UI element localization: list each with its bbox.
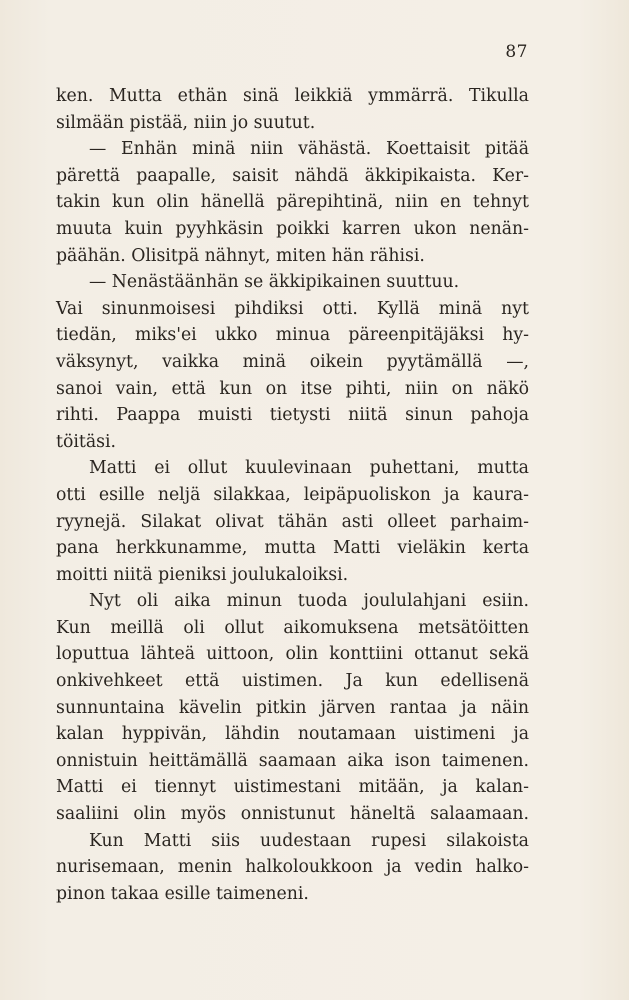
- text-line: Kun Matti siis uudestaan rupesi silakoista: [89, 830, 529, 851]
- text-line: kalan hyppivän, lähdin noutamaan uistimeni ja: [56, 724, 529, 745]
- text-line: sanoi vain, että kun on itse pihti, niin on näkö: [56, 378, 529, 399]
- text-line: muuta kuin pyyhkäsin poikki karren ukon nenän-: [56, 218, 529, 239]
- text-line: onnistuin heittämällä saamaan aika ison taimenen.: [56, 750, 529, 771]
- text-line: moitti niitä pieniksi joulukaloiksi.: [56, 564, 349, 585]
- text-line: otti esille neljä silakkaa, leipäpuoliskon ja kaura-: [56, 484, 529, 505]
- text-line: Vai sinunmoisesi pihdiksi otti. Kyllä minä nyt: [56, 298, 529, 319]
- text-line: Matti ei tiennyt uistimestani mitään, ja kalan-: [56, 777, 529, 798]
- text-line: rihti. Paappa muisti tietysti niitä sinun pahoja: [56, 405, 529, 426]
- text-line: väksynyt, vaikka minä oikein pyytämällä —,: [56, 351, 529, 372]
- text-line: Kun meillä oli ollut aikomuksena metsätöitten: [56, 617, 529, 638]
- text-line: — Enhän minä niin vähästä. Koettaisit pitää: [89, 139, 529, 160]
- text-line: Matti ei ollut kuulevinaan puhettani, mutta: [89, 458, 529, 479]
- text-line: takin kun olin hänellä pärepihtinä, niin en tehnyt: [56, 192, 529, 213]
- text-line: saaliini olin myös onnistunut häneltä salaamaan.: [56, 804, 529, 825]
- text-line: Nyt oli aika minun tuoda joululahjani esiin.: [89, 591, 529, 612]
- text-line: ken. Mutta ethän sinä leikkiä ymmärrä. Tikulla: [56, 86, 529, 106]
- page-number: 87: [505, 42, 528, 62]
- text-line: silmään pistää, niin jo suutut.: [56, 112, 316, 133]
- text-line: — Nenästäänhän se äkkipikainen suuttuu.: [89, 272, 460, 293]
- text-line: töitäsi.: [56, 431, 117, 452]
- text-line: nurisemaan, menin halkoloukkoon ja vedin halko-: [56, 857, 529, 878]
- text-line: pana herkkunamme, mutta Matti vieläkin kerta: [56, 538, 529, 559]
- text-line: ryynejä. Silakat olivat tähän asti olleet parhaim-: [56, 511, 529, 532]
- text-line: sunnuntaina kävelin pitkin järven rantaa ja näin: [56, 697, 529, 718]
- text-line: pärettä paapalle, saisit nähdä äkkipikaista. Ker-: [56, 165, 529, 186]
- text-line: loputtua lähteä uittoon, olin konttiini ottanut sekä: [56, 644, 529, 665]
- text-line: pinon takaa esille taimeneni.: [56, 883, 309, 904]
- body-text: [56, 83, 529, 907]
- text-line: tiedän, miks'ei ukko minua päreenpitäjäksi hy-: [56, 325, 529, 346]
- text-line: päähän. Olisitpä nähnyt, miten hän rähisi.: [56, 245, 425, 266]
- text-line: onkivehkeet että uistimen. Ja kun edellisenä: [56, 671, 529, 692]
